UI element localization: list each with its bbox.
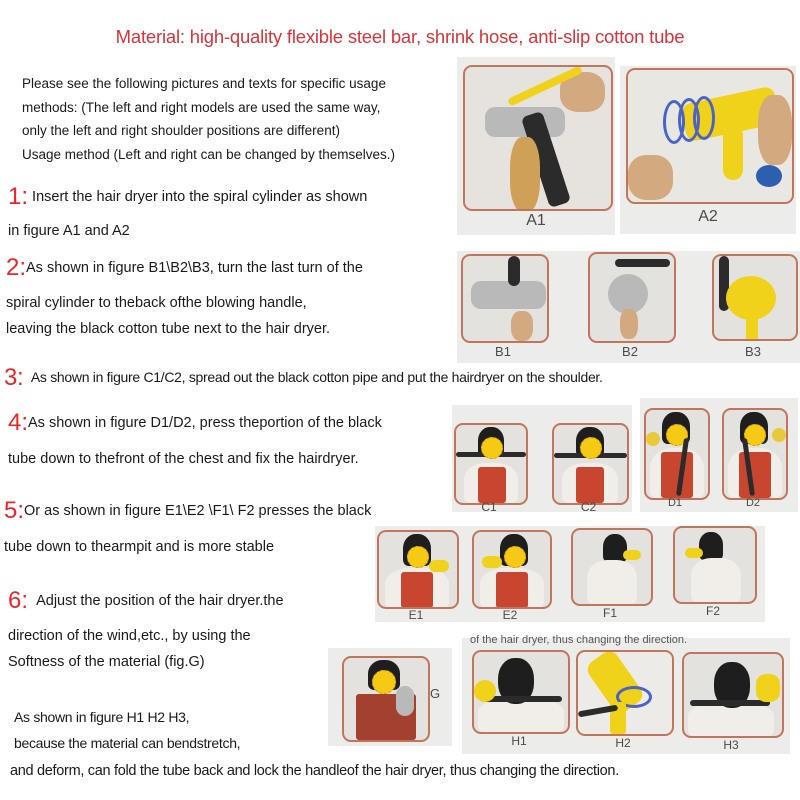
figure-caption: C2 bbox=[580, 500, 597, 514]
figure-b3-image bbox=[712, 254, 798, 341]
note-line: because the material can bendstretch, bbox=[14, 735, 241, 751]
figure-caption: H3 bbox=[723, 738, 739, 752]
figure-h1-image bbox=[472, 650, 570, 734]
step-number: 4: bbox=[8, 409, 29, 436]
step-line: As shown in figure C1/C2, spread out the black cotton pipe and put the hairdryer on the shoulder. bbox=[30, 369, 603, 385]
figure-caption: E1 bbox=[408, 608, 424, 622]
figure-caption: B2 bbox=[622, 344, 638, 359]
figure-c1-image bbox=[454, 423, 528, 505]
step-4 bbox=[8, 410, 382, 472]
intro-text bbox=[22, 72, 395, 166]
step-1 bbox=[8, 184, 367, 244]
step-line: spiral cylinder to theback ofthe blowing handle, bbox=[6, 295, 307, 311]
step-line: As shown in figure D1/D2, press theportion of the black bbox=[28, 415, 382, 431]
figure-caption: H1 bbox=[511, 734, 527, 748]
step-3 bbox=[4, 364, 603, 391]
figure-caption: A1 bbox=[526, 212, 546, 229]
figure-caption: C1 bbox=[481, 500, 497, 514]
step-line: Adjust the position of the hair dryer.the bbox=[36, 593, 284, 609]
step-line: tube down to thefront of the chest and fix the hairdryer. bbox=[8, 451, 359, 467]
figure-a1-image bbox=[463, 65, 613, 211]
figure-b2-image bbox=[588, 252, 676, 343]
step-number: 2: bbox=[6, 254, 27, 281]
intro-line: only the left and right shoulder positions are different) bbox=[22, 123, 340, 138]
step-line: leaving the black cotton tube next to the hair dryer. bbox=[6, 321, 331, 337]
step-number: 6: bbox=[8, 587, 29, 614]
figure-b-panel bbox=[457, 251, 800, 363]
figure-e1-image bbox=[377, 530, 459, 609]
figure-e2-image bbox=[472, 530, 552, 609]
figure-f1-image bbox=[571, 528, 653, 606]
figure-caption: B1 bbox=[495, 344, 511, 359]
note-line: and deform, can fold the tube back and lock the handleof the hair dryer, thus changing the direction. bbox=[10, 763, 619, 779]
step-number: 5: bbox=[4, 497, 25, 524]
figure-g-image bbox=[342, 656, 430, 742]
figure-d1-image bbox=[644, 408, 710, 500]
step-line: Or as shown in figure E1\E2 \F1\ F2 presses the black bbox=[24, 503, 372, 519]
intro-line: Usage method (Left and right can be changed by themselves.) bbox=[22, 146, 395, 162]
step-line: in figure A1 and A2 bbox=[8, 223, 130, 239]
figure-caption: D2 bbox=[745, 497, 761, 509]
figure-caption: H2 bbox=[615, 736, 631, 750]
figure-caption: G bbox=[430, 686, 441, 701]
figure-ef-panel bbox=[375, 526, 765, 622]
figure-f2-image bbox=[673, 526, 757, 604]
step-number: 1: bbox=[8, 183, 29, 210]
figure-h-panel bbox=[462, 634, 790, 754]
figure-caption: F2 bbox=[705, 604, 720, 618]
figure-d2-image bbox=[722, 408, 788, 500]
figure-b1-image bbox=[461, 254, 549, 343]
step-line: As shown in figure B1\B2\B3, turn the last turn of the bbox=[26, 260, 363, 276]
figure-c-panel bbox=[452, 405, 632, 512]
step-number: 3: bbox=[4, 364, 24, 391]
figure-a2-image bbox=[626, 68, 794, 204]
intro-line: methods: (The left and right models are used the same way, bbox=[22, 99, 381, 115]
figure-h2-image bbox=[576, 650, 674, 736]
figure-h3-image bbox=[682, 652, 784, 738]
step-line: direction of the wind,etc., by using the bbox=[8, 628, 251, 644]
figure-caption: A2 bbox=[698, 208, 718, 225]
note-line: As shown in figure H1 H2 H3, bbox=[14, 709, 190, 725]
figure-caption: B3 bbox=[745, 344, 761, 359]
figure-caption: D1 bbox=[667, 497, 683, 509]
step-line: Insert the hair dryer into the spiral cylinder as shown bbox=[32, 189, 368, 205]
figure-c2-image bbox=[552, 423, 629, 505]
step-2 bbox=[6, 255, 363, 342]
step-line: Softness of the material (fig.G) bbox=[8, 654, 205, 670]
figure-d-panel bbox=[640, 398, 798, 512]
step-5 bbox=[4, 498, 371, 560]
figure-caption: F1 bbox=[602, 606, 617, 620]
intro-line: Please see the following pictures and texts for specific usage bbox=[22, 76, 386, 91]
step-6 bbox=[8, 588, 284, 675]
step-line: tube down to thearmpit and is more stable bbox=[4, 539, 275, 555]
figure-a2-panel bbox=[620, 66, 796, 234]
figure-caption: E2 bbox=[502, 608, 518, 622]
note-h bbox=[14, 704, 240, 756]
figure-h-cut-caption: of the hair dryer, thus changing the direction. bbox=[470, 634, 688, 646]
page-title: Material: high-quality flexible steel bar, shrink hose, anti-slip cotton tube bbox=[115, 26, 685, 47]
figure-a1-panel bbox=[457, 57, 615, 235]
figure-g-panel bbox=[328, 648, 452, 746]
